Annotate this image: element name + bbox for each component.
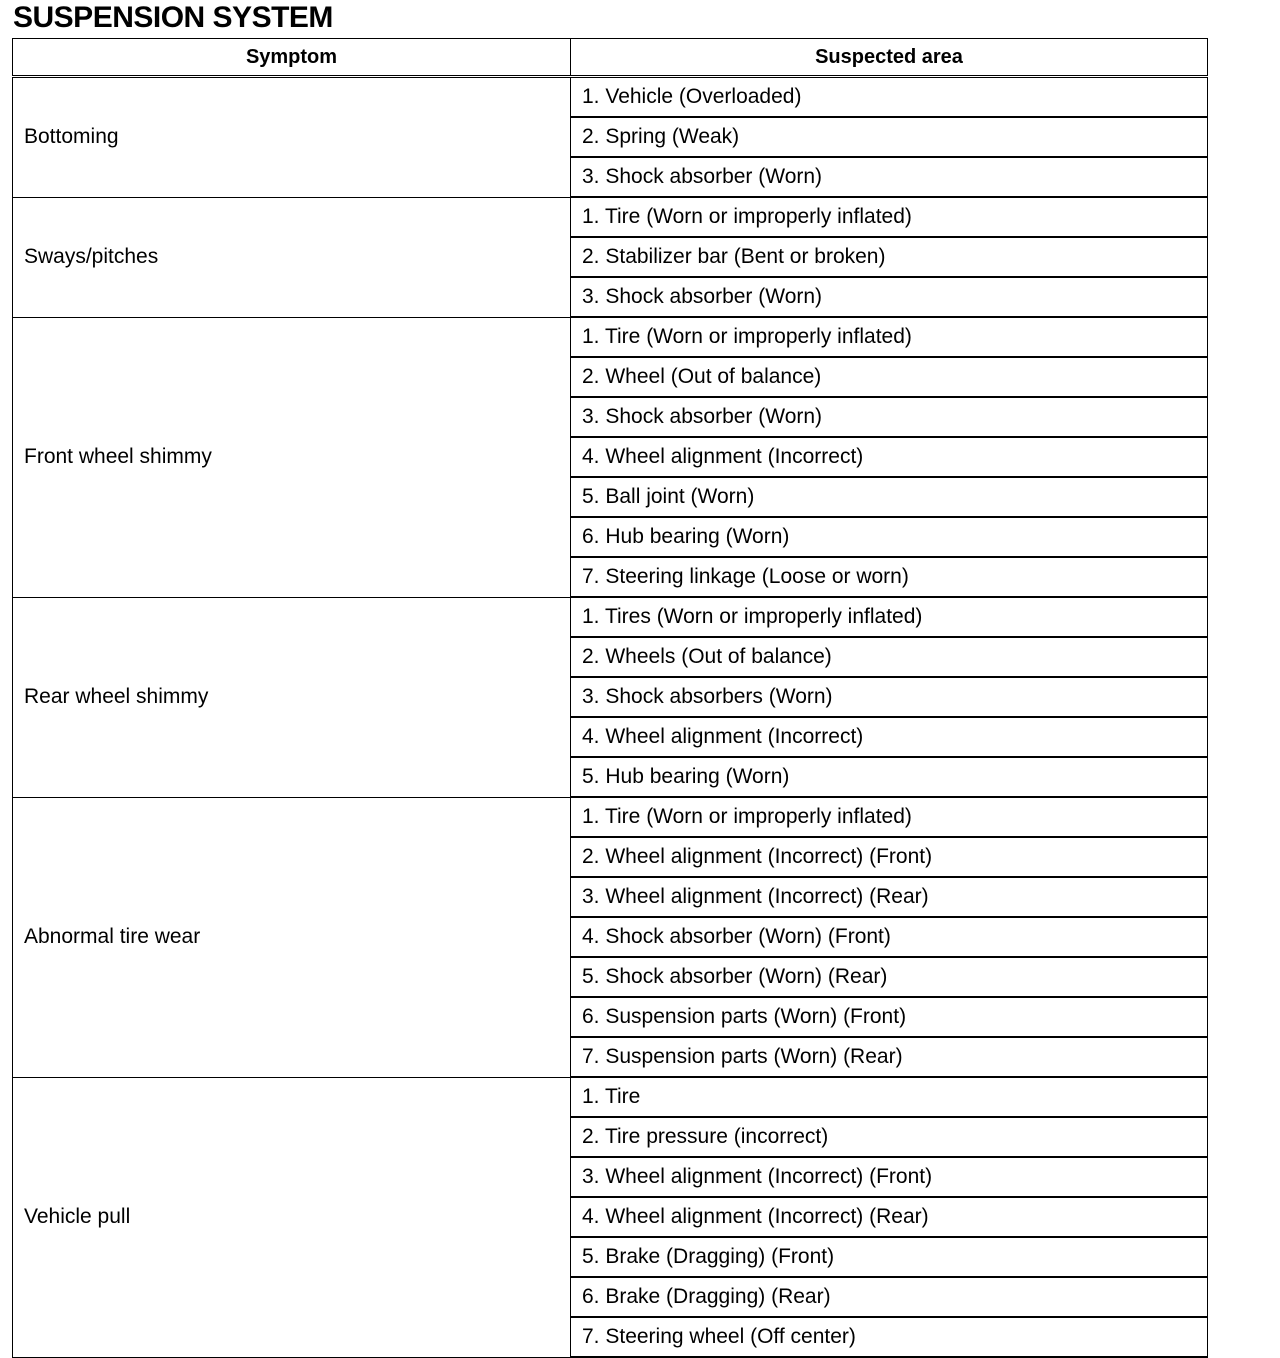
suspected-area-cell: 5. Brake (Dragging) (Front) (571, 1237, 1208, 1277)
suspected-area-cell: 2. Tire pressure (incorrect) (571, 1117, 1208, 1157)
suspected-area-cell: 3. Shock absorber (Worn) (571, 157, 1208, 197)
suspected-area-cell: 2. Wheels (Out of balance) (571, 637, 1208, 677)
symptom-cell: Front wheel shimmy (13, 317, 571, 597)
suspected-area-cell: 4. Wheel alignment (Incorrect) (571, 717, 1208, 757)
suspected-area-cell: 1. Tire (Worn or improperly inflated) (571, 797, 1208, 837)
symptom-cell: Rear wheel shimmy (13, 597, 571, 797)
header-suspected-area: Suspected area (571, 39, 1208, 77)
suspected-area-cell: 7. Suspension parts (Worn) (Rear) (571, 1037, 1208, 1077)
suspected-area-cell: 1. Vehicle (Overloaded) (571, 77, 1208, 118)
table-row (13, 197, 1208, 237)
suspected-area-cell: 1. Tire (Worn or improperly inflated) (571, 197, 1208, 237)
suspected-area-cell: 2. Spring (Weak) (571, 117, 1208, 157)
table-body (13, 77, 1208, 1358)
suspected-area-cell: 6. Hub bearing (Worn) (571, 517, 1208, 557)
table-row (13, 317, 1208, 357)
suspected-area-cell: 4. Wheel alignment (Incorrect) (571, 437, 1208, 477)
suspected-area-cell: 3. Wheel alignment (Incorrect) (Front) (571, 1157, 1208, 1197)
page-title: SUSPENSION SYSTEM (13, 1, 333, 34)
suspected-area-cell: 7. Steering wheel (Off center) (571, 1317, 1208, 1357)
symptom-cell: Bottoming (13, 77, 571, 198)
suspected-area-cell: 3. Shock absorber (Worn) (571, 277, 1208, 317)
symptom-cell: Vehicle pull (13, 1077, 571, 1357)
suspected-area-cell: 5. Shock absorber (Worn) (Rear) (571, 957, 1208, 997)
suspected-area-cell: 4. Wheel alignment (Incorrect) (Rear) (571, 1197, 1208, 1237)
suspected-area-cell: 6. Suspension parts (Worn) (Front) (571, 997, 1208, 1037)
header-symptom: Symptom (13, 39, 571, 77)
table-row (13, 597, 1208, 637)
suspected-area-cell: 4. Shock absorber (Worn) (Front) (571, 917, 1208, 957)
suspected-area-cell: 5. Ball joint (Worn) (571, 477, 1208, 517)
diagnosis-table (12, 38, 1208, 1358)
suspected-area-cell: 3. Shock absorber (Worn) (571, 397, 1208, 437)
suspected-area-cell: 5. Hub bearing (Worn) (571, 757, 1208, 797)
suspected-area-cell: 1. Tires (Worn or improperly inflated) (571, 597, 1208, 637)
suspected-area-cell: 3. Shock absorbers (Worn) (571, 677, 1208, 717)
suspected-area-cell: 2. Wheel (Out of balance) (571, 357, 1208, 397)
suspected-area-cell: 7. Steering linkage (Loose or worn) (571, 557, 1208, 597)
suspected-area-cell: 2. Stabilizer bar (Bent or broken) (571, 237, 1208, 277)
table-header-row (13, 39, 1208, 77)
symptom-cell: Sways/pitches (13, 197, 571, 317)
suspected-area-cell: 6. Brake (Dragging) (Rear) (571, 1277, 1208, 1317)
symptom-cell: Abnormal tire wear (13, 797, 571, 1077)
suspected-area-cell: 1. Tire (571, 1077, 1208, 1117)
table-row (13, 1077, 1208, 1117)
suspected-area-cell: 3. Wheel alignment (Incorrect) (Rear) (571, 877, 1208, 917)
suspected-area-cell: 2. Wheel alignment (Incorrect) (Front) (571, 837, 1208, 877)
suspected-area-cell: 1. Tire (Worn or improperly inflated) (571, 317, 1208, 357)
table-row (13, 797, 1208, 837)
table-row (13, 77, 1208, 118)
